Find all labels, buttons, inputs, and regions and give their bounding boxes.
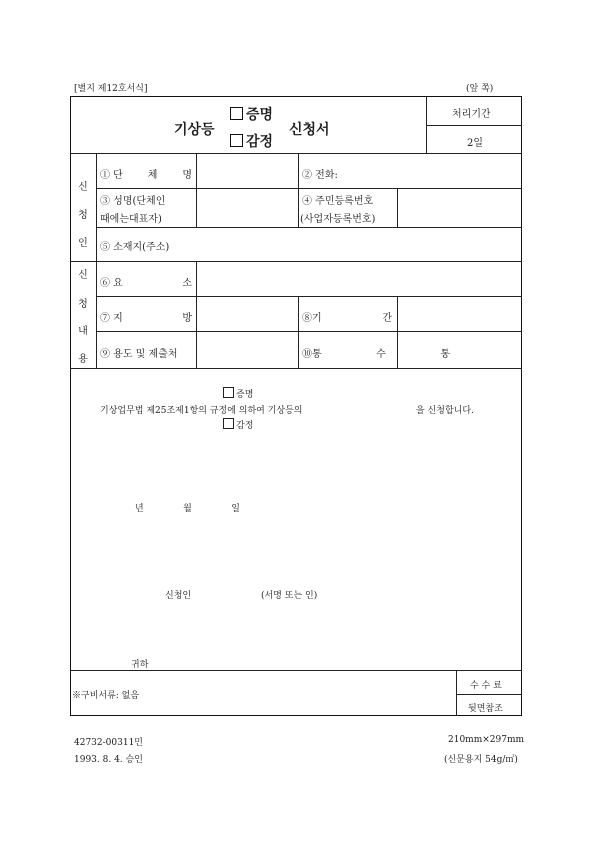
field-label-element: ⑥ 요 소 bbox=[100, 278, 192, 289]
field-label-period: ⑧기 간 bbox=[302, 313, 392, 324]
title-option-appraisal[interactable]: 감정 bbox=[230, 131, 273, 151]
organization-name-input[interactable] bbox=[198, 155, 296, 186]
paper-type: (신문용지 54g/㎡) bbox=[444, 755, 518, 765]
fee-label: 수 수 료 bbox=[470, 681, 502, 691]
form-number: [별지 제12호서식] bbox=[74, 84, 148, 94]
field-label-organization: ① 단 체 명 bbox=[100, 170, 192, 181]
page-side-label: (앞 쪽) bbox=[466, 84, 494, 94]
processing-period-value: 2일 bbox=[467, 138, 484, 149]
field-label-phone: ② 전화: bbox=[302, 170, 338, 181]
applicant-label: 신청인 bbox=[165, 591, 192, 601]
declaration-text: 기상업무법 제25조제1항의 규정에 의하여 기상등의 bbox=[100, 406, 303, 416]
region-input[interactable] bbox=[198, 298, 296, 329]
field-label-purpose: ⑨ 용도 및 제출처 bbox=[100, 349, 178, 360]
required-documents: ※구비서류: 없음 bbox=[72, 691, 140, 701]
field-label-region: ⑦ 지 방 bbox=[100, 313, 192, 324]
request-section-label: 내 bbox=[78, 326, 88, 337]
field-label-id-number: ④ 주민등록번호 bbox=[302, 196, 374, 207]
field-label-address: ⑤ 소재지(주소) bbox=[100, 242, 170, 253]
checkbox-icon[interactable] bbox=[230, 107, 243, 120]
period-input[interactable] bbox=[399, 298, 520, 329]
date-line: 년 월 일 bbox=[135, 504, 240, 514]
applicant-section-label: 인 bbox=[78, 238, 88, 249]
element-input[interactable] bbox=[198, 263, 520, 294]
field-label-copies: ⑩통 수 통 bbox=[302, 349, 450, 360]
title-prefix: 기상등 bbox=[174, 122, 215, 138]
request-section-label: 용 bbox=[78, 354, 88, 365]
address-input[interactable] bbox=[198, 229, 520, 259]
id-number-input[interactable] bbox=[399, 190, 520, 225]
phone-input[interactable] bbox=[345, 155, 520, 186]
field-label-business-number: (사업자등록번호) bbox=[300, 214, 376, 225]
body-option-appraisal[interactable]: 감정 bbox=[223, 418, 253, 431]
title-suffix: 신청서 bbox=[289, 122, 330, 138]
checkbox-icon[interactable] bbox=[223, 387, 234, 398]
name-input[interactable] bbox=[198, 190, 296, 225]
request-section-label: 청 bbox=[78, 299, 88, 310]
body-option-certificate[interactable]: 증명 bbox=[223, 387, 253, 400]
signature-label: (서명 또는 인) bbox=[261, 591, 318, 601]
fee-value: 뒷면참조 bbox=[468, 704, 503, 714]
checkbox-icon[interactable] bbox=[223, 418, 234, 429]
field-label-name-sub: 때에는대표자) bbox=[100, 214, 162, 225]
addressee-label: 귀하 bbox=[131, 660, 149, 670]
paper-size: 210mm×297mm bbox=[448, 735, 525, 745]
approval-date: 1993. 8. 4. 승인 bbox=[74, 755, 143, 765]
declaration-text-end: 을 신청합니다. bbox=[416, 406, 474, 416]
applicant-section-label: 청 bbox=[78, 210, 88, 221]
field-label-name: ③ 성명(단체인 bbox=[100, 196, 166, 207]
form-code: 42732-00311민 bbox=[74, 738, 143, 748]
title-option-certificate[interactable]: 증명 bbox=[230, 104, 273, 124]
request-section-label: 신 bbox=[78, 270, 88, 281]
applicant-section-label: 신 bbox=[78, 182, 88, 193]
purpose-input[interactable] bbox=[198, 333, 296, 366]
checkbox-icon[interactable] bbox=[230, 134, 243, 147]
processing-period-label: 처리기간 bbox=[452, 109, 491, 120]
